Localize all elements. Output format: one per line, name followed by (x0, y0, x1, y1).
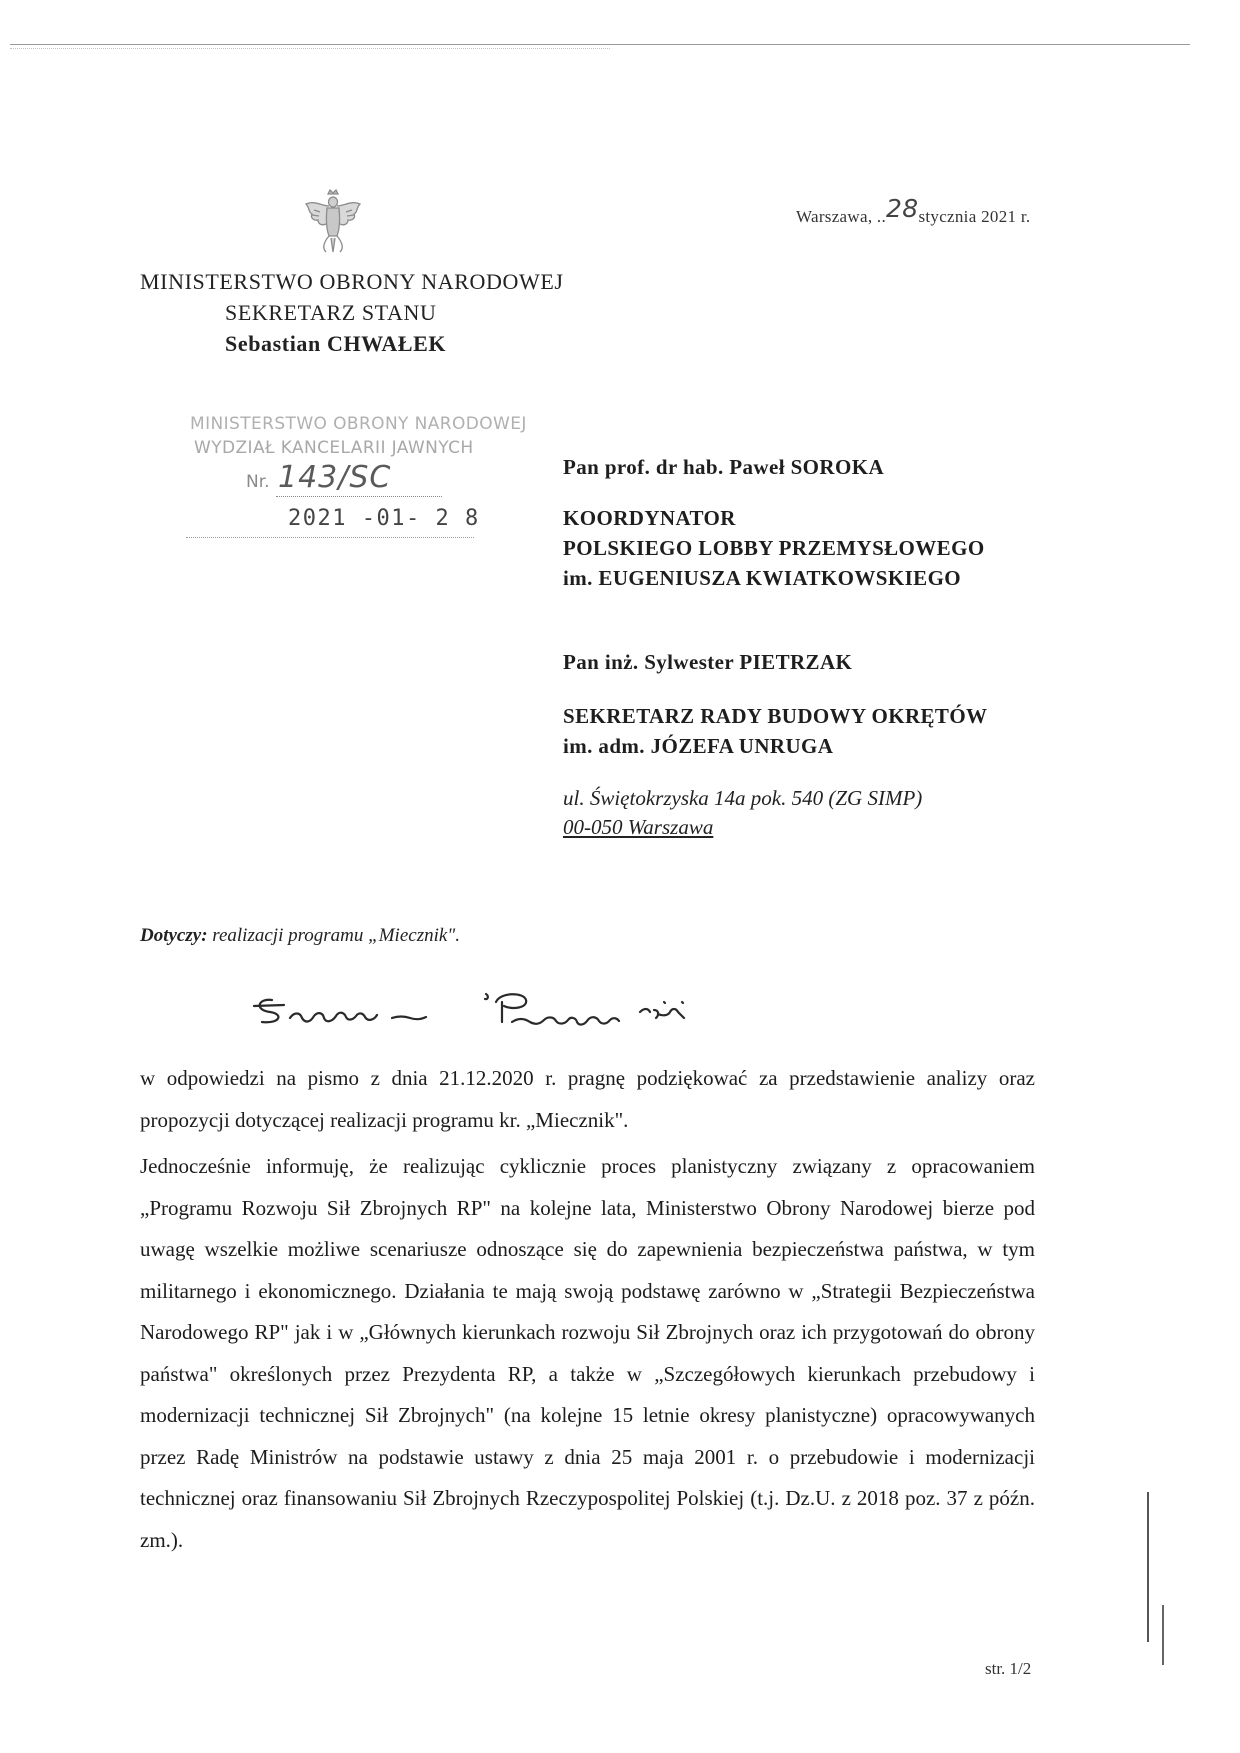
stamp-line-2: WYDZIAŁ KANCELARII JAWNYCH (194, 438, 474, 458)
stamp-nr-value: 143/SC (278, 460, 392, 495)
sender-header (140, 266, 564, 359)
recipient-1-title (563, 503, 985, 593)
recipient-2-title-line: im. adm. JÓZEFA UNRUGA (563, 734, 834, 758)
subject-text: realizacji programu „Miecznik". (207, 925, 461, 946)
stamp-nr-label: Nr. (246, 472, 270, 492)
recipient-1-title-line: POLSKIEGO LOBBY PRZEMYSŁOWEGO (563, 536, 985, 560)
recipient-address (563, 784, 922, 842)
address-street: ul. Świętokrzyska 14a pok. 540 (ZG SIMP) (563, 786, 923, 810)
recipient-2-title-line: SEKRETARZ RADY BUDOWY OKRĘTÓW (563, 704, 988, 728)
registry-stamp (182, 414, 527, 564)
handwritten-salutation-icon (250, 988, 730, 1038)
stamp-date-dotted-line (186, 537, 474, 538)
date-day-handwritten: 28 (886, 194, 919, 223)
scan-margin-mark (1162, 1605, 1164, 1665)
stamp-line-1: MINISTERSTWO OBRONY NARODOWEJ (190, 414, 527, 434)
scan-edge-line-faint (10, 48, 610, 49)
stamp-date: 2021 -01- 2 8 (288, 506, 480, 531)
letter-date (796, 194, 1031, 228)
recipient-1-title-line: im. EUGENIUSZA KWIATKOWSKIEGO (563, 566, 962, 590)
scan-edge-line (10, 44, 1190, 45)
date-dots: .. (876, 207, 887, 226)
scan-margin-mark (1147, 1492, 1149, 1642)
recipient-1-name: Pan prof. dr hab. Paweł SOROKA (563, 455, 885, 479)
body-paragraph-2: Jednocześnie informuję, że realizując cyklicznie proces planistyczny związany z opracowaniem „Programu Rozwoju Sił Zbrojnych RP" na kolejne lata, Ministerstwo Obrony Narodowej bierze pod uwagę wszelkie możliwe scenariusze odnoszące się do zapewnienia bezpieczeństwa państwa, w tym militarnego i ekonomicznego. Działania te mają swoją podstawę zarówno w „Strategii Bezpieczeństwa Narodowego RP" jak i w „Głównych kierunkach rozwoju Sił Zbrojnych oraz ich przygotowań do obrony państwa" określonych przez Prezydenta RP, a także w „Szczegółowych kierunkach przebudowy i modernizacji technicznej Sił Zbrojnych" (na kolejne 15 letnie okresy planistyczne) opracowywanych przez Radę Ministrów na podstawie ustawy z dnia 25 maja 2001 r. o przebudowie i modernizacji technicznej oraz finansowaniu Sił Zbrojnych Rzeczypospolitej Polskiej (t.j. Dz.U. z 2018 poz. 37 z późn. zm.). (140, 1154, 1035, 1552)
body-paragraph-1: w odpowiedzi na pismo z dnia 21.12.2020 r. pragnę podziękować za przedstawienie analizy oraz propozycji dotyczącej realizacji programu kr. „Miecznik". (140, 1066, 1035, 1132)
subject-label: Dotyczy: (140, 925, 208, 946)
recipient-2-title (563, 701, 987, 761)
address-city: 00-050 Warszawa (563, 815, 714, 839)
eagle-emblem-icon (302, 188, 364, 256)
stamp-nr-dotted-line (276, 496, 442, 497)
recipient-2-name: Pan inż. Sylwester PIETRZAK (563, 650, 853, 674)
subject-line (140, 925, 460, 947)
sender-name: Sebastian CHWAŁEK (225, 331, 447, 356)
page-number: str. 1/2 (985, 1659, 1032, 1678)
date-suffix: stycznia 2021 r. (918, 207, 1031, 226)
recipient-1-title-line: KOORDYNATOR (563, 506, 736, 530)
sender-ministry: MINISTERSTWO OBRONY NARODOWEJ (140, 269, 564, 294)
date-prefix: Warszawa, (796, 207, 877, 226)
sender-position: SEKRETARZ STANU (225, 300, 437, 325)
